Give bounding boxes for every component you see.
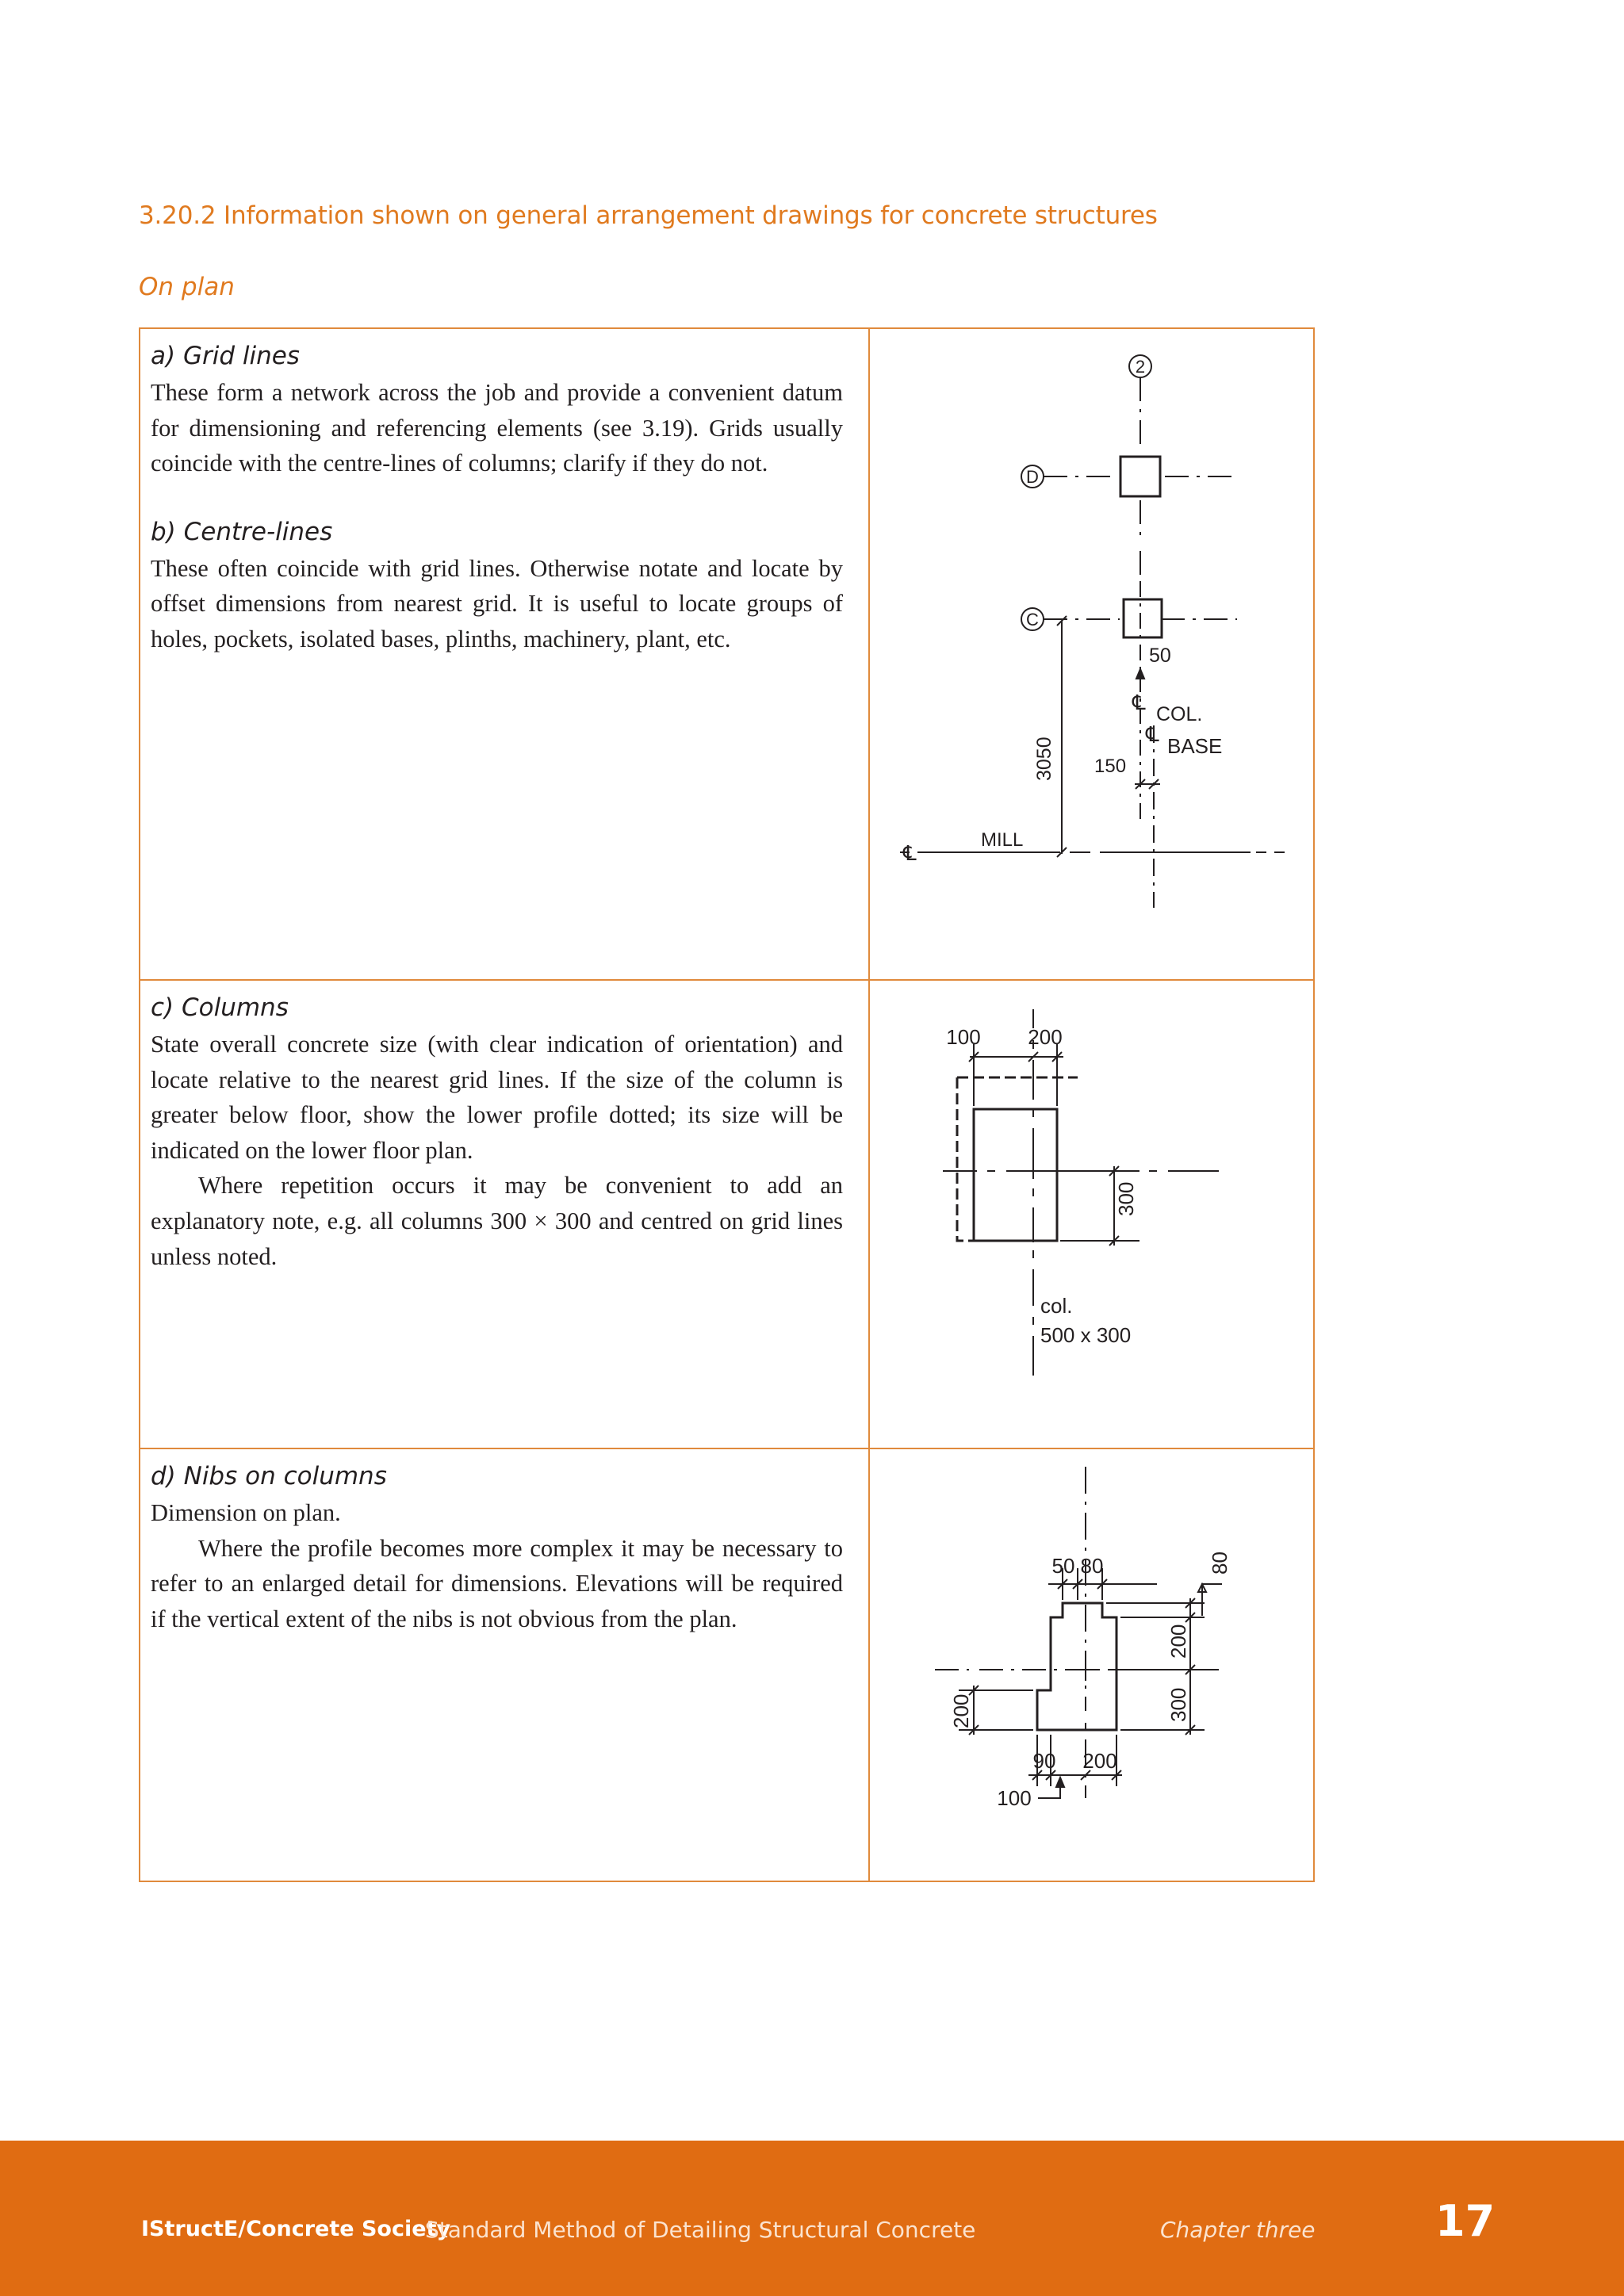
dim-label-3050: 3050 — [1033, 737, 1055, 781]
section-heading: 3.20.2 Information shown on general arrangement drawings for concrete structures — [139, 201, 1158, 230]
footer-title: Standard Method of Detailing Structural Concrete — [425, 2217, 976, 2243]
nib-dim-label-300-right: 300 — [1166, 1687, 1190, 1722]
column-extension-lines — [974, 1044, 1057, 1106]
column-c2 — [1124, 599, 1162, 637]
base-label: BASE — [1167, 734, 1223, 758]
dim-label-150: 150 — [1094, 756, 1127, 777]
grid-centreline-drawing — [870, 329, 1313, 979]
grid-lines-title: a) Grid lines — [151, 342, 300, 370]
table-border-right — [1313, 327, 1315, 1882]
nib-plan-drawing — [870, 1449, 1313, 1881]
dim-label-50: 50 — [1149, 645, 1171, 667]
nib-dim-label-200-left: 200 — [949, 1693, 973, 1728]
column-note-line2: 500 x 300 — [1040, 1323, 1132, 1347]
columns-paragraph-2: Where repetition occurs it may be convenient to add an explanatory note, e.g. all columns 300 × 300 and centred on grid lines unless noted. — [151, 1172, 843, 1270]
nib-dim-label-80-top: 80 — [1080, 1554, 1104, 1578]
row-grid-lines-text — [151, 340, 843, 657]
col-label: COL. — [1156, 703, 1203, 725]
base-cl-symbol: ℄ — [1146, 722, 1159, 746]
footer-chapter: Chapter three — [1160, 2217, 1316, 2243]
dim-label-100: 100 — [946, 1025, 981, 1049]
dim-ticks-150 — [1135, 779, 1160, 789]
dim-label-200: 200 — [1028, 1025, 1063, 1049]
section-subheading: On plan — [139, 273, 235, 301]
nib-dim-label-80-side: 80 — [1208, 1552, 1231, 1575]
row-columns-text — [151, 992, 843, 1274]
dim-arrow-50 — [1136, 669, 1144, 679]
page-number: 17 — [1435, 2196, 1496, 2246]
column-note-line1: col. — [1040, 1294, 1073, 1318]
grid-lines-paragraph: These form a network across the job and provide a convenient datum for dimensioning and referencing elements (see 3.19). Grids usually coincide with the centre-lines of columns; clarify if they do not. — [151, 379, 843, 477]
dim-arrow-100 — [1056, 1777, 1064, 1787]
columns-paragraph-1: State overall concrete size (with clear indication of orientation) and locate relative to the nearest grid lines. If the size of the column is greater below floor, show the lower profile dotted; its size will be indicated on the lower floor plan. — [151, 1031, 843, 1164]
dim-leader-100 — [1038, 1779, 1060, 1798]
column-plan-drawing — [870, 981, 1313, 1448]
nib-dim-label-50: 50 — [1051, 1554, 1075, 1578]
column-profile — [974, 1109, 1057, 1241]
nib-dim-label-100-bottom: 100 — [997, 1786, 1032, 1810]
grid-label-c: C — [1026, 610, 1039, 629]
centre-lines-title: b) Centre-lines — [151, 517, 333, 546]
nibs-paragraph-1: Dimension on plan. — [151, 1499, 341, 1526]
grid-label-d: D — [1026, 467, 1039, 487]
row-nibs-text — [151, 1460, 843, 1636]
centre-lines-paragraph: These often coincide with grid lines. Otherwise notate and locate by offset dimensions from nearest grid. It is useful to locate groups of holes, pockets, isolated bases, plinths, machinery, plant, etc. — [151, 554, 843, 652]
nib-dim-label-90: 90 — [1032, 1749, 1056, 1773]
col-cl-symbol: ℄ — [1132, 691, 1146, 714]
column-d2 — [1120, 457, 1160, 496]
mill-label: MILL — [981, 829, 1024, 851]
nibs-title: d) Nibs on columns — [151, 1462, 387, 1490]
nib-dim-label-200-bottom: 200 — [1082, 1749, 1117, 1773]
grid-label-2: 2 — [1135, 357, 1146, 377]
nib-centre-cross — [1074, 1659, 1097, 1681]
nib-dim-label-200-right: 200 — [1166, 1624, 1190, 1659]
footer-org: IStructE/Concrete Society — [141, 2217, 451, 2241]
mill-cl-symbol: ℄ — [903, 841, 917, 865]
lower-column-profile-dotted — [957, 1077, 1078, 1241]
dim-leader-80 — [1198, 1584, 1222, 1616]
table-border-left — [139, 327, 140, 1882]
detailing-table — [139, 327, 1315, 1882]
dim-label-300: 300 — [1114, 1181, 1138, 1216]
columns-title: c) Columns — [151, 993, 289, 1022]
nibs-paragraph-2: Where the profile becomes more complex it may be necessary to refer to an enlarged detail for dimensions. Elevations will be required if the vertical extent of the nibs is not obvious from the plan. — [151, 1534, 843, 1632]
nib-column-profile — [1037, 1603, 1116, 1730]
